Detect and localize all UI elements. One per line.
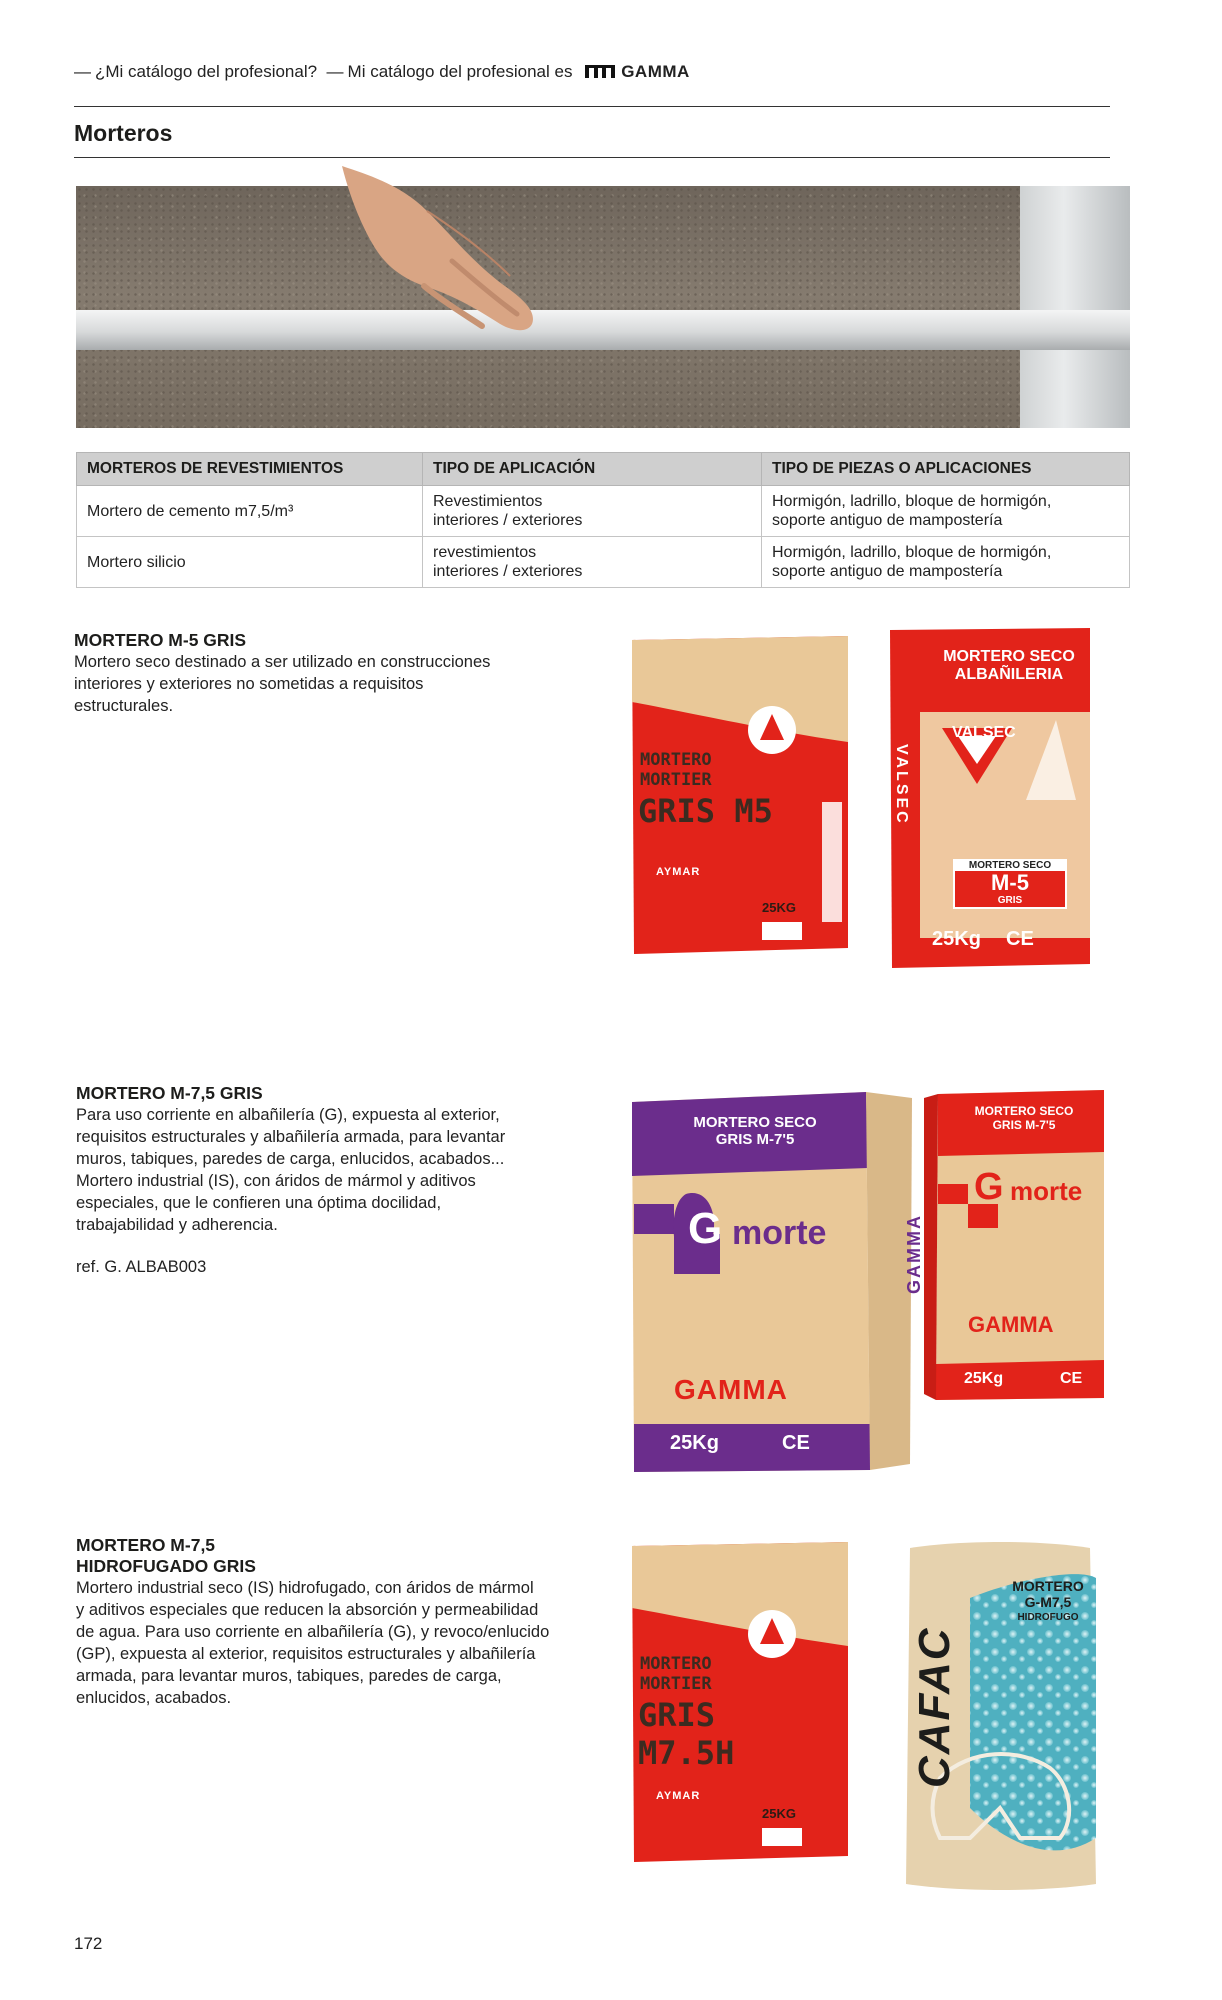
- bag-weight: 25KG: [762, 900, 796, 915]
- hand-image: [332, 166, 552, 336]
- product-title: MORTERO M-7,5: [76, 1535, 216, 1555]
- bag-store-logo: GAMMA: [674, 1374, 788, 1405]
- gmorte-g-logo-icon: G: [688, 1204, 723, 1253]
- table-cell-mortar: Mortero silicio: [77, 537, 423, 588]
- aluminium-rule: [76, 310, 1130, 350]
- bag-side-brand: VALSEC: [893, 744, 910, 826]
- product-reference: ref. G. ALBAB003: [76, 1258, 207, 1276]
- bag-side-brand: GAMMA: [904, 1214, 924, 1294]
- header-statement: Mi catálogo del profesional es: [347, 62, 573, 81]
- bag-label: MORTERO SECO: [693, 1114, 817, 1131]
- bag-weight: 25Kg: [932, 928, 981, 950]
- bag-label: GRIS: [997, 895, 1023, 906]
- bag-label: ALBAÑILERIA: [954, 666, 1064, 683]
- section-divider: [74, 157, 1110, 158]
- page-number: 172: [74, 1934, 103, 1953]
- table-header-cell: MORTEROS DE REVESTIMIENTOS: [77, 453, 423, 486]
- bag-brand: AYMAR: [656, 866, 701, 878]
- table-cell-mortar: Mortero de cemento m7,5/m³: [77, 486, 423, 537]
- product-m75-hidrofugado: [76, 1535, 616, 1709]
- product-title: MORTERO M-5 GRIS: [74, 630, 247, 650]
- bag-label: GRIS M-7'5: [992, 1118, 1056, 1132]
- bag-label: G-M7,5: [1024, 1594, 1072, 1610]
- product-description: Mortero seco destinado a ser utilizado en construcciones interiores y exteriores no sometidas a requisitos estructurales.: [74, 653, 491, 715]
- product-m75-gris: [76, 1083, 616, 1277]
- bag-weight: 25Kg: [670, 1432, 719, 1454]
- bag-label: MORTERO SECO: [974, 1104, 1074, 1118]
- header-divider: [74, 106, 1110, 107]
- bag-weight: 25Kg: [964, 1370, 1004, 1387]
- bag-brand: AYMAR: [656, 1790, 701, 1802]
- bag-label: GRIS M-7'5: [715, 1131, 795, 1148]
- product-title: HIDROFUGADO GRIS: [76, 1556, 256, 1576]
- table-row: [77, 486, 1130, 537]
- bag-label: MORTERO SECO: [954, 860, 1066, 871]
- bag-product-name: M7.5H: [638, 1734, 735, 1772]
- bag-label: MORTIER: [640, 770, 712, 790]
- bag-product-name: GRIS: [638, 1696, 716, 1734]
- bag-brand: CAFAC: [910, 1626, 959, 1788]
- bag-brand: morte: [732, 1214, 827, 1252]
- ce-mark-icon: CE: [782, 1432, 810, 1454]
- table-header-row: [77, 453, 1130, 486]
- bag-label: MORTIER: [640, 1674, 712, 1694]
- table-cell-pieces: Hormigón, ladrillo, bloque de hormigón, soporte antiguo de mampostería: [762, 537, 1130, 588]
- mortar-comparison-table: [76, 452, 1130, 588]
- product-description: Mortero industrial seco (IS) hidrofugado, con áridos de mármol y aditivos especiales que reducen la absorción y permeabilidad de agua. Para uso corriente en albañilería (G), y revoco/enlucido (GP), expuesta al exterior, requisitos estructurales y albañilería armada, para levantar muros, tabiques, paredes de carga, enlucidos, acabados.: [76, 1579, 550, 1707]
- table-cell-application: revestimientos interiores / exteriores: [423, 537, 762, 588]
- bag-weight: 25KG: [762, 1806, 796, 1821]
- running-header: — ¿Mi catálogo del profesional? — Mi catálogo del profesional es GAMMA: [74, 62, 690, 81]
- product-image-gmorte-purple-bag: [630, 1084, 924, 1478]
- bag-label: M-5: [991, 870, 1029, 895]
- product-m5-gris: [74, 630, 594, 717]
- gmorte-g-logo-icon: G: [974, 1166, 1004, 1208]
- bag-product-name: GRIS M5: [638, 792, 773, 830]
- bag-label: MORTERO: [640, 750, 712, 770]
- product-title: MORTERO M-7,5 GRIS: [76, 1083, 263, 1103]
- bag-label: MORTERO SECO: [943, 648, 1075, 665]
- product-image-gmorte-red-bag: [924, 1088, 1108, 1406]
- header-question: ¿Mi catálogo del profesional?: [95, 62, 318, 81]
- bag-brand: morte: [1010, 1176, 1083, 1206]
- table-row: [77, 537, 1130, 588]
- product-image-aymar-m75h-bag: [626, 1538, 854, 1870]
- hero-photo-mortar-screeding: [76, 186, 1130, 428]
- bag-label: HIDROFUGO: [1017, 1612, 1079, 1623]
- bag-store-logo: GAMMA: [968, 1312, 1054, 1337]
- table-cell-pieces: Hormigón, ladrillo, bloque de hormigón, soporte antiguo de mampostería: [762, 486, 1130, 537]
- table-header-cell: TIPO DE PIEZAS O APLICACIONES: [762, 453, 1130, 486]
- bag-label: MORTERO: [1012, 1578, 1084, 1594]
- ce-mark-icon: CE: [1060, 1370, 1083, 1387]
- product-description: Para uso corriente en albañilería (G), expuesta al exterior, requisitos estructurales y albañilería armada, para levantar muros, tabiques, paredes de carga, enlucidos, acabados... Mortero industrial (IS), con áridos de mármol y aditivos especiales, que le confieren una óptima docilidad, trabajabilidad y adherencia.: [76, 1106, 506, 1234]
- gamma-logo-icon: [585, 65, 615, 78]
- section-title: Morteros: [74, 120, 173, 146]
- bag-label: MORTERO: [640, 1654, 712, 1674]
- table-header-cell: TIPO DE APLICACIÓN: [423, 453, 762, 486]
- product-image-cafac-hidrofugo-bag: [900, 1538, 1100, 1894]
- header-brand: GAMMA: [621, 62, 690, 81]
- product-image-valsec-m5-bag: [886, 624, 1094, 972]
- bag-brand: VALSEC: [952, 724, 1016, 741]
- table-cell-application: Revestimientos interiores / exteriores: [423, 486, 762, 537]
- product-image-aymar-m5-bag: [626, 632, 854, 962]
- ce-mark-icon: CE: [1006, 928, 1034, 950]
